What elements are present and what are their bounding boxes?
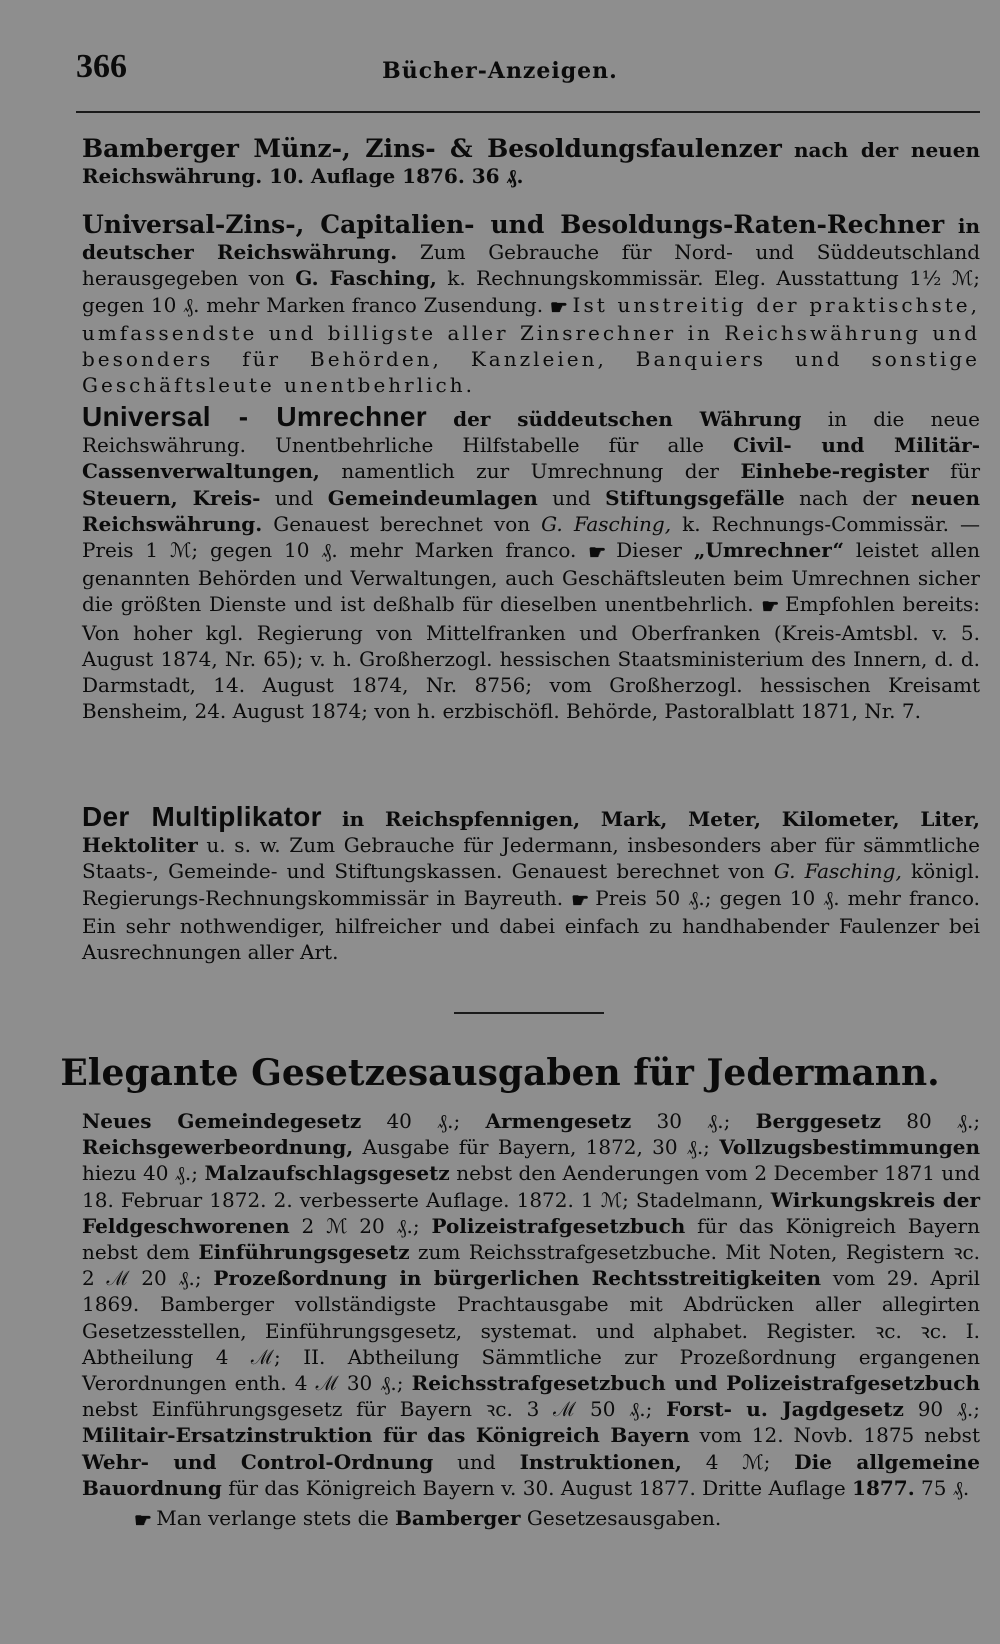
law-title: Einführungsgesetz xyxy=(198,1240,410,1265)
law-title: Militair-Ersatzinstruktion für das Königreich Bayern xyxy=(82,1423,690,1448)
author-name: G. Fasching, xyxy=(541,511,672,536)
author-name: G. Fasching, xyxy=(773,859,902,884)
law-text: für das Königreich Bayern v. 30. August 1877. Dritte Auflage xyxy=(228,1475,846,1500)
ad-emphasis: Stiftungsgefälle xyxy=(605,485,785,510)
pointing-hand-icon: ☛ xyxy=(549,294,566,319)
ad-text: Empfohlen bereits: Von hoher kgl. Regierung von Mittelfranken und Oberfranken (Kreis-Amtsbl. v. 5. August 1874, Nr. 65); v. h. Großherzogl. hessischen Staatsministerium des Innern, d. d. Darmstadt, 14. August 1874, Nr. 8756; vom Großherzogl. hessischen Kreisamt Bensheim, 24. August 1874; von h. erzbischöfl. Behörde, Pastoralblatt 1871, Nr. 7. xyxy=(82,592,981,724)
law-text: nebst den Aenderungen vom 2 December 1871 und 18. Februar 1872. 2. verbesserte Auflage. 1872. 1 ℳ; Stadelmann, xyxy=(82,1161,980,1212)
law-text: zum Reichsstrafgesetzbuche. Mit Noten, Registern ꝛc. 2 ℳ 20 ₰.; xyxy=(82,1240,981,1291)
law-title: Reichsgewerbeordnung, xyxy=(82,1135,354,1160)
ad-text: Genauest berechnet von xyxy=(273,511,531,536)
closing-text: Gesetzesausgaben. xyxy=(526,1506,722,1531)
law-title: Armengesetz xyxy=(485,1109,632,1133)
ad-text: Preis 50 ₰.; gegen 10 ₰. mehr franco. Ein sehr nothwendiger, hilfreicher und dabei einfach zu handhabender Faulenzer bei Ausrechnungen aller Art. xyxy=(82,885,981,965)
running-head: Bücher-Anzeigen. xyxy=(382,58,618,84)
ad-text: leistet allen genannten Behörden und Verwaltungen, auch Geschäftsleuten beim Umrechnen sicher die größten Dienste und ist deßhalb für dieselben unentbehrlich. xyxy=(82,538,980,617)
page-number: 366 xyxy=(76,48,127,85)
ad-lead: in deutscher Reichswährung. xyxy=(82,214,980,265)
ad-text: Ist unstreitig der praktischste, umfassendste und billigste aller Zinsrechner in Reichswährung und besonders für Behörden, Kanzleien, Banquiers und sonstige Geschäftsleute unentbehrlich. xyxy=(82,292,981,398)
ad-title: Bamberger Münz-, Zins- & Besoldungsfaulenzer xyxy=(82,134,782,163)
law-text: 4 ℳ; xyxy=(705,1449,771,1474)
law-title: Berggesetz xyxy=(755,1109,882,1133)
closing-emphasis: Bamberger xyxy=(395,1506,521,1531)
law-text: für das Königreich Bayern nebst dem xyxy=(82,1213,980,1265)
ad-text: Dieser xyxy=(616,538,682,563)
law-text: 75 ₰. xyxy=(921,1475,970,1500)
author-name: G. Fasching, xyxy=(295,266,437,291)
section-title: Elegante Gesetzesausgaben für Jedermann. xyxy=(60,1052,940,1094)
ad-lead: in Reichspfennigen, Mark, Meter, Kilometer, Liter, Hektoliter xyxy=(82,807,981,858)
law-text: nebst Einführungsgesetz für Bayern ꝛc. 3 ℳ 50 ₰.; xyxy=(82,1397,653,1422)
ad-muenz-faulenzer xyxy=(82,136,980,189)
law-title: Vollzugsbestimmungen xyxy=(719,1135,981,1160)
header-rule xyxy=(76,111,980,113)
ad-text: nach der xyxy=(799,485,897,510)
pointing-hand-icon: ☛ xyxy=(134,1508,150,1533)
ad-multiplikator xyxy=(82,801,981,965)
law-title: Wehr- und Control-Ordnung xyxy=(82,1449,434,1474)
closing-text: Man verlange stets die xyxy=(156,1506,389,1531)
law-title: 1877. xyxy=(852,1475,915,1500)
pointing-hand-icon: ☛ xyxy=(761,594,778,619)
ad-text: Zum Gebrauche für Nord- und Süddeutschland herausgegeben von xyxy=(82,240,981,291)
law-title: Die allgemeine Bauordnung xyxy=(82,1449,981,1500)
law-text: hiezu 40 ₰.; xyxy=(82,1161,199,1186)
ad-emphasis: Steuern, Kreis- xyxy=(82,485,261,510)
law-text: vom 29. April 1869. Bamberger vollständigste Prachtausgabe mit Abdrücken aller allegirten Gesetzesstellen, Einführungsgesetz, systemat. und alphabet. Register. ꝛc. ꝛc. I. Abtheilung 4 ℳ; II. Abtheilung Sämmtliche zur Prozeßordnung ergangenen Verordnungen enth. 4 ℳ 30 ₰.; xyxy=(82,1266,981,1396)
ad-text: namentlich zur Umrechnung der xyxy=(341,459,719,484)
law-title: Neues Gemeindegesetz xyxy=(82,1109,362,1133)
ad-emphasis: Gemeindeumlagen xyxy=(327,485,538,510)
law-editions-list xyxy=(82,1108,980,1533)
law-text: 30 ₰.; xyxy=(656,1109,731,1133)
law-text: Ausgabe für Bayern, 1872, 30 ₰.; xyxy=(362,1135,710,1160)
law-text: 90 ₰.; xyxy=(917,1397,981,1422)
law-text: und xyxy=(457,1449,496,1474)
law-title: Polizeistrafgesetzbuch xyxy=(431,1213,686,1238)
ad-universal-zins-rechner xyxy=(82,212,980,398)
ad-text: und xyxy=(274,485,314,510)
pointing-hand-icon: ☛ xyxy=(571,887,588,912)
ad-text: und xyxy=(552,485,591,510)
ad-emphasis: „Umrechner“ xyxy=(693,538,845,563)
ad-text: k. Rechnungs-Commissär. — Preis 1 ℳ; gegen 10 ₰. mehr Marken franco. xyxy=(82,511,981,563)
ad-emphasis: Einhebe-register xyxy=(740,459,929,484)
law-title: Instruktionen, xyxy=(519,1449,682,1474)
law-text: 2 ℳ 20 ₰.; xyxy=(301,1213,420,1238)
law-text: vom 12. Novb. 1875 nebst xyxy=(699,1423,980,1448)
law-title: Prozeßordnung in bürgerlichen Rechtsstreitigkeiten xyxy=(213,1266,822,1291)
ad-text: k. Rechnungskommissär. Eleg. Ausstattung 1½ ℳ; gegen 10 ₰. mehr Marken franco Zusendung. xyxy=(82,266,980,317)
ad-lead: der süddeutschen Währung xyxy=(453,407,802,431)
law-text: 80 ₰.; xyxy=(906,1109,981,1133)
section-rule xyxy=(454,1012,604,1014)
law-text: 40 ₰.; xyxy=(386,1109,461,1133)
law-title: Wirkungskreis der Feldgeschworenen xyxy=(82,1187,981,1238)
ad-text: für xyxy=(950,459,980,484)
ad-title: Der Multiplikator xyxy=(82,801,322,832)
law-title: Reichsstrafgesetzbuch und Polizeistrafgesetzbuch xyxy=(411,1371,980,1396)
ad-title: Universal - Umrechner xyxy=(82,401,427,432)
ad-universal-umrechner xyxy=(82,401,981,724)
ad-text: nach der neuen Reichswährung. 10. Auflage 1876. 36 ₰. xyxy=(82,138,980,189)
ad-title: Universal-Zins-, Capitalien- und Besoldungs-Raten-Rechner xyxy=(82,210,945,239)
ad-emphasis: neuen Reichswährung. xyxy=(82,485,981,536)
pointing-hand-icon: ☛ xyxy=(588,540,605,565)
law-title: Malzaufschlagsgesetz xyxy=(204,1161,450,1186)
ad-text: u. s. w. Zum Gebrauche für Jedermann, insbesonders aber für sämmtliche Staats-, Gemeinde- und Stiftungskassen. Genauest berechnet von xyxy=(82,833,981,884)
ad-text: königl. Regierungs-Rechnungskommissär in Bayreuth. xyxy=(82,859,980,910)
ad-text: in die neue Reichswährung. Unentbehrliche Hilfstabelle für alle xyxy=(82,407,981,458)
law-title: Forst- u. Jagdgesetz xyxy=(666,1397,904,1422)
ad-emphasis: Civil- und Militär-Cassenverwaltungen, xyxy=(82,433,981,484)
